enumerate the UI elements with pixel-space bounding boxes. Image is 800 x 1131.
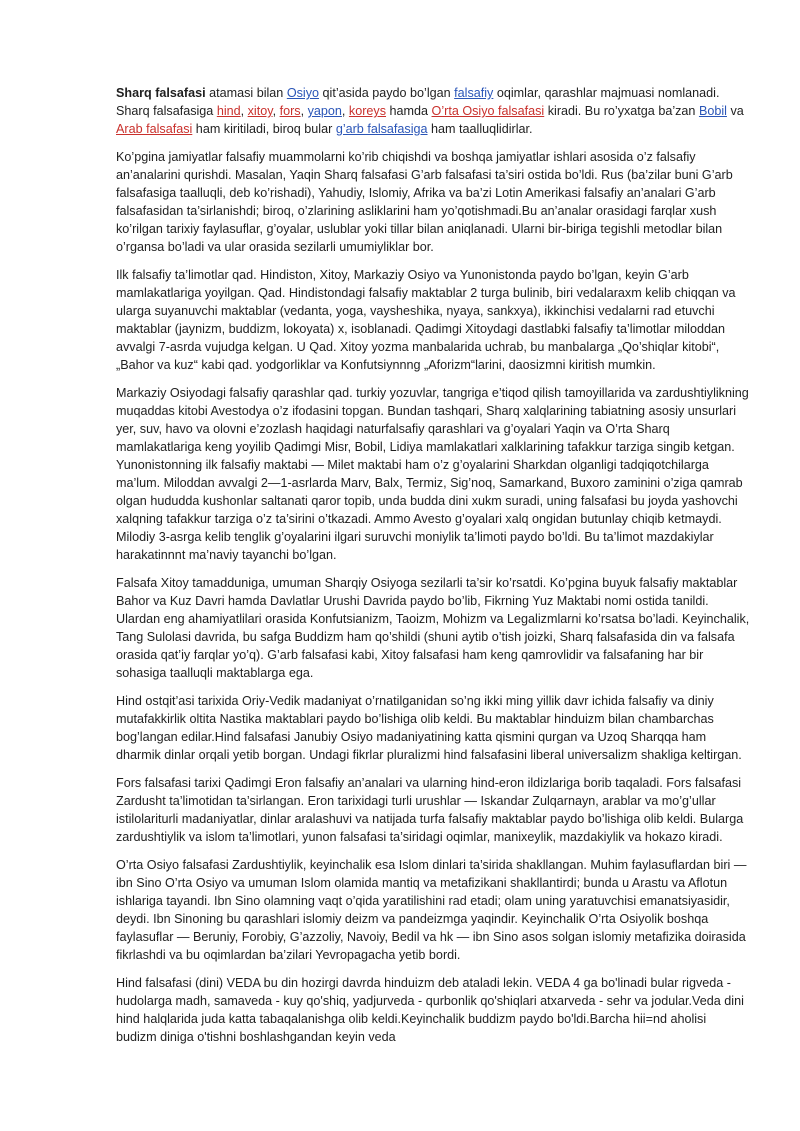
link-fors[interactable]: fors: [279, 104, 301, 118]
link-osiyo[interactable]: Osiyo: [286, 86, 320, 100]
intro-paragraph: [116, 84, 750, 138]
link-falsafiy[interactable]: falsafiy: [454, 86, 494, 100]
link-orta-osiyo-falsafasi[interactable]: O’rta Osiyo falsafasi: [431, 104, 545, 118]
intro-text: va: [726, 104, 744, 118]
document-page: [116, 84, 750, 1056]
link-xitoy[interactable]: xitoy: [247, 104, 273, 118]
intro-text: ,: [272, 104, 280, 118]
intro-text: ,: [300, 104, 308, 118]
lead-term: Sharq falsafasi: [116, 86, 206, 100]
intro-text: ,: [341, 104, 349, 118]
intro-text: ,: [240, 104, 248, 118]
intro-text: ham kiritiladi, biroq bular: [192, 122, 336, 136]
paragraph-persian-philosophy: Fors falsafasi tarixi Qadimgi Eron falsafiy an’analari va ularning hind-eron ildizlariga borib taqaladi. Fors falsafasi Zardusht ta’limotidan ta’sirlangan. Eron tarixidagi turli urushlar — Iskandar Zulqarnayn, arablar va mo’g’ullar istilolariturli madaniyatlar, dinlar aralashuvi va natijada turfa falsafiy maktablar paydo bo’lishiga olib keldi. Bularga zardushtiylik va islom ta’limotlari, yunon falsafasi ta’siridagi oqimlar, manixeylik, mazdakiylik va hokazo kiradi.: [116, 776, 744, 844]
intro-text: kiradi. Bu ro’yxatga ba’zan: [544, 104, 699, 118]
link-garb-falsafasiga[interactable]: g’arb falsafasiga: [335, 122, 428, 136]
paragraph-veda: Hind falsafasi (dini) VEDA bu din hozirgi davrda hinduizm deb ataladi lekin. VEDA 4 ga bo'linadi bular rigveda - hudolarga madh, samaveda - kuy qo'shiq, yadjurveda - qurbonlik qo'shiqlari atxarveda - sehr va jodular.Veda dini hind halqlarida juda katta tabaqalanishga olib keldi.Keyinchalik buddizm paydo bo'ldi.Barcha hii=nd aholisi budizm diniga o'tishni boshlashgandan keyin veda: [116, 976, 744, 1044]
link-bobil[interactable]: Bobil: [698, 104, 727, 118]
link-arab-falsafasi[interactable]: Arab falsafasi: [116, 122, 193, 136]
paragraph-central-asia: Markaziy Osiyodagi falsafiy qarashlar qad. turkiy yozuvlar, tangriga e’tiqod qilish tamoyillarida va zardushtiylikning muqaddas kitobi Avestodya o’z ifodasini topgan. Bundan tashqari, Sharq xalqlarining tabiatning asosiy unsurlari yer, suv, havo va olovni e’zozlash haqidagi naturfalsafiy qarashlari va g’oyalari Yaqin va O’rta Sharq mamlakatlariga keng yoyilib Qadimgi Misr, Bobil, Lidiya mamlakatlari xalklarining tafakkur tarziga singib ketgan. Yunonistonning ilk falsafiy maktabi — Milet maktabi ham o’z g’oyalarini Sharkdan olganligi tadqiqotchilarga ma’lum. Miloddan avvalgi 2—1-asrlarda Marv, Balx, Termiz, Sig’noq, Samarkand, Buxoro zaminini o’ziga qamrab olgan hududda kushonlar saltanati qaror topib, unda budda dini xukm suradi, uning falsafasi bu joyda yashovchi xalqning tafakkur tarziga o’z ta’sirini o’tkazadi. Ammo Avesto g’oyalari xalq ongidan butunlay chiqib ketmaydi. Milodiy 3-asrga kelib tenglik g’oyalarini ilgari suruvchi moniylik ta’limoti paydo bo’ldi. Bu ta’limot mazdakiylar harakatinnnt ma’naviy tayanchi bo’lgan.: [116, 386, 749, 562]
paragraph-other-traditions: Ko’pgina jamiyatlar falsafiy muammolarni ko’rib chiqishdi va boshqa jamiyatlar ishlari asosida o’z falsafiy an’analarini qurishdi. Masalan, Yaqin Sharq falsafasi G’arb falsafasi ta’siri ostida bo’ldi. Rus (ba’zilar buni G’arb falsafasiga taalluqli, deb ko’rishadi), Yahudiy, Islomiy, Afrika va ba’zi Lotin Amerikasi falsafiy an’analari G’arb falsafasidan ta’sirlanishdi; biroq, o’zlarining asliklarini ham yo’qotishmadi.Bu an’analar orasidagi farqlar xush ko’rilgan tarixiy faylasuflar, g’oyalar, uslublar yoki tillar bilan aniqlanadi. Ularni bir-biriga tegishli metodlar bilan o’rgansa bo’ladi va ular orasida sezilarli umumiyliklar bor.: [116, 150, 733, 254]
intro-text: atamasi bilan: [205, 86, 287, 100]
paragraph-early-teachings: Ilk falsafiy ta’limotlar qad. Hindiston, Xitoy, Markaziy Osiyo va Yunonistonda paydo bo’lgan, keyin G’arb mamlakatlariga yoyilgan. Qad. Hindistondagi falsafiy maktablar 2 turga bulinib, biri vedalaraxm kelib chiqqan va ularga suyanuvchi maktablar (vedanta, yoga, vaysheshika, nyaya, sankxya), ikkinchisi vedalarni rad etuvchi maktablar (jaynizm, buddizm, lokoyata) x, isoblanadi. Qadimgi Xitoydagi dastlabki falsafiy ta’limotlar miloddan avvalgi 7-asrda vujudga kelgan. U Qad. Xitoy yozma manbalarida uchrab, bu manbalarga „Qo’shiqlar kitobi“, „Bahor va kuz“ kabi qad. yodgorliklar va Konfutsiynnng „Aforizm“larini, daosizmni kiritish mumkin.: [116, 268, 736, 372]
intro-text: qit’asida paydo bo’lgan: [319, 86, 455, 100]
intro-text: ham taalluqlidirlar.: [427, 122, 533, 136]
link-koreys[interactable]: koreys: [348, 104, 387, 118]
paragraph-central-asian-philosophy: O’rta Osiyo falsafasi Zardushtiylik, keyinchalik esa Islom dinlari ta’sirida shakllangan. Muhim faylasuflardan biri — ibn Sino O’rta Osiyo va umuman Islom olamida mantiq va metafizikani shakllantirdi; bunda u Arastu va Aflotun ishlariga tayandi. Ibn Sino olamning vaqt o’qida yaratilishini rad etadi; olam uning yaratuvchisi emanatsiyasidir, deydi. Ibn Sinoning bu qarashlari islomiy deizm va pandeizmga yaqindir. Keyinchalik O’rta Osiyolik boshqa faylasuflar — Beruniy, Forobiy, G’azzoliy, Navoiy, Bedil va hk — ibn Sino asos solgan islomiy metafizika doirasida fikrlashdi va bu oqimlardan ba’zilari Yevropagacha yetib bordi.: [116, 858, 747, 962]
link-hind[interactable]: hind: [216, 104, 241, 118]
paragraph-indian-subcontinent: Hind ostqit’asi tarixida Oriy-Vedik madaniyat o’rnatilganidan so’ng ikki ming yillik davr ichida falsafiy va diniy mutafakkirlik oltita Nastika maktablari paydo bo’lishiga olib keldi. Bu maktablar hinduizm bilan chambarchas bog’langan edilar.Hind falsafasi Janubiy Osiyo madaniyatining katta qismini qurgan va Uzoq Sharqqa ham dharmik dinlar orqali yetib borgan. Undagi fikrlar pluralizmi hind falsafasini liberal universalizm shakliga keltirgan.: [116, 694, 742, 762]
intro-text: oqimlar, qarashlar majmuasi nomlanadi. Sharq falsafasiga: [116, 86, 720, 118]
link-yapon[interactable]: yapon: [307, 104, 342, 118]
paragraph-chinese-philosophy: Falsafa Xitoy tamadduniga, umuman Sharqiy Osiyoga sezilarli ta’sir ko’rsatdi. Ko’pgina buyuk falsafiy maktablar Bahor va Kuz Davri hamda Davlatlar Urushi Davrida paydo bo’lib, Fikrning Yuz Maktabi nomi ostida tanildi. Ulardan eng ahamiyatlilari orasida Konfutsianizm, Taoizm, Mohizm va Legalizmlarni ko’rsatsa bo’ladi. Keyinchalik, Tang Sulolasi davrida, bu safga Buddizm ham qo’shildi (shuni aytib o’tish joizki, Sharq falsafasida din va falsafa orasida qat’iy farqlar yo’q). G’arb falsafasi kabi, Xitoy falsafasi ham keng qamrovlidir va falsafaning har bir sohasiga taalluqli maktablarga ega.: [116, 576, 750, 680]
intro-text: hamda: [386, 104, 432, 118]
